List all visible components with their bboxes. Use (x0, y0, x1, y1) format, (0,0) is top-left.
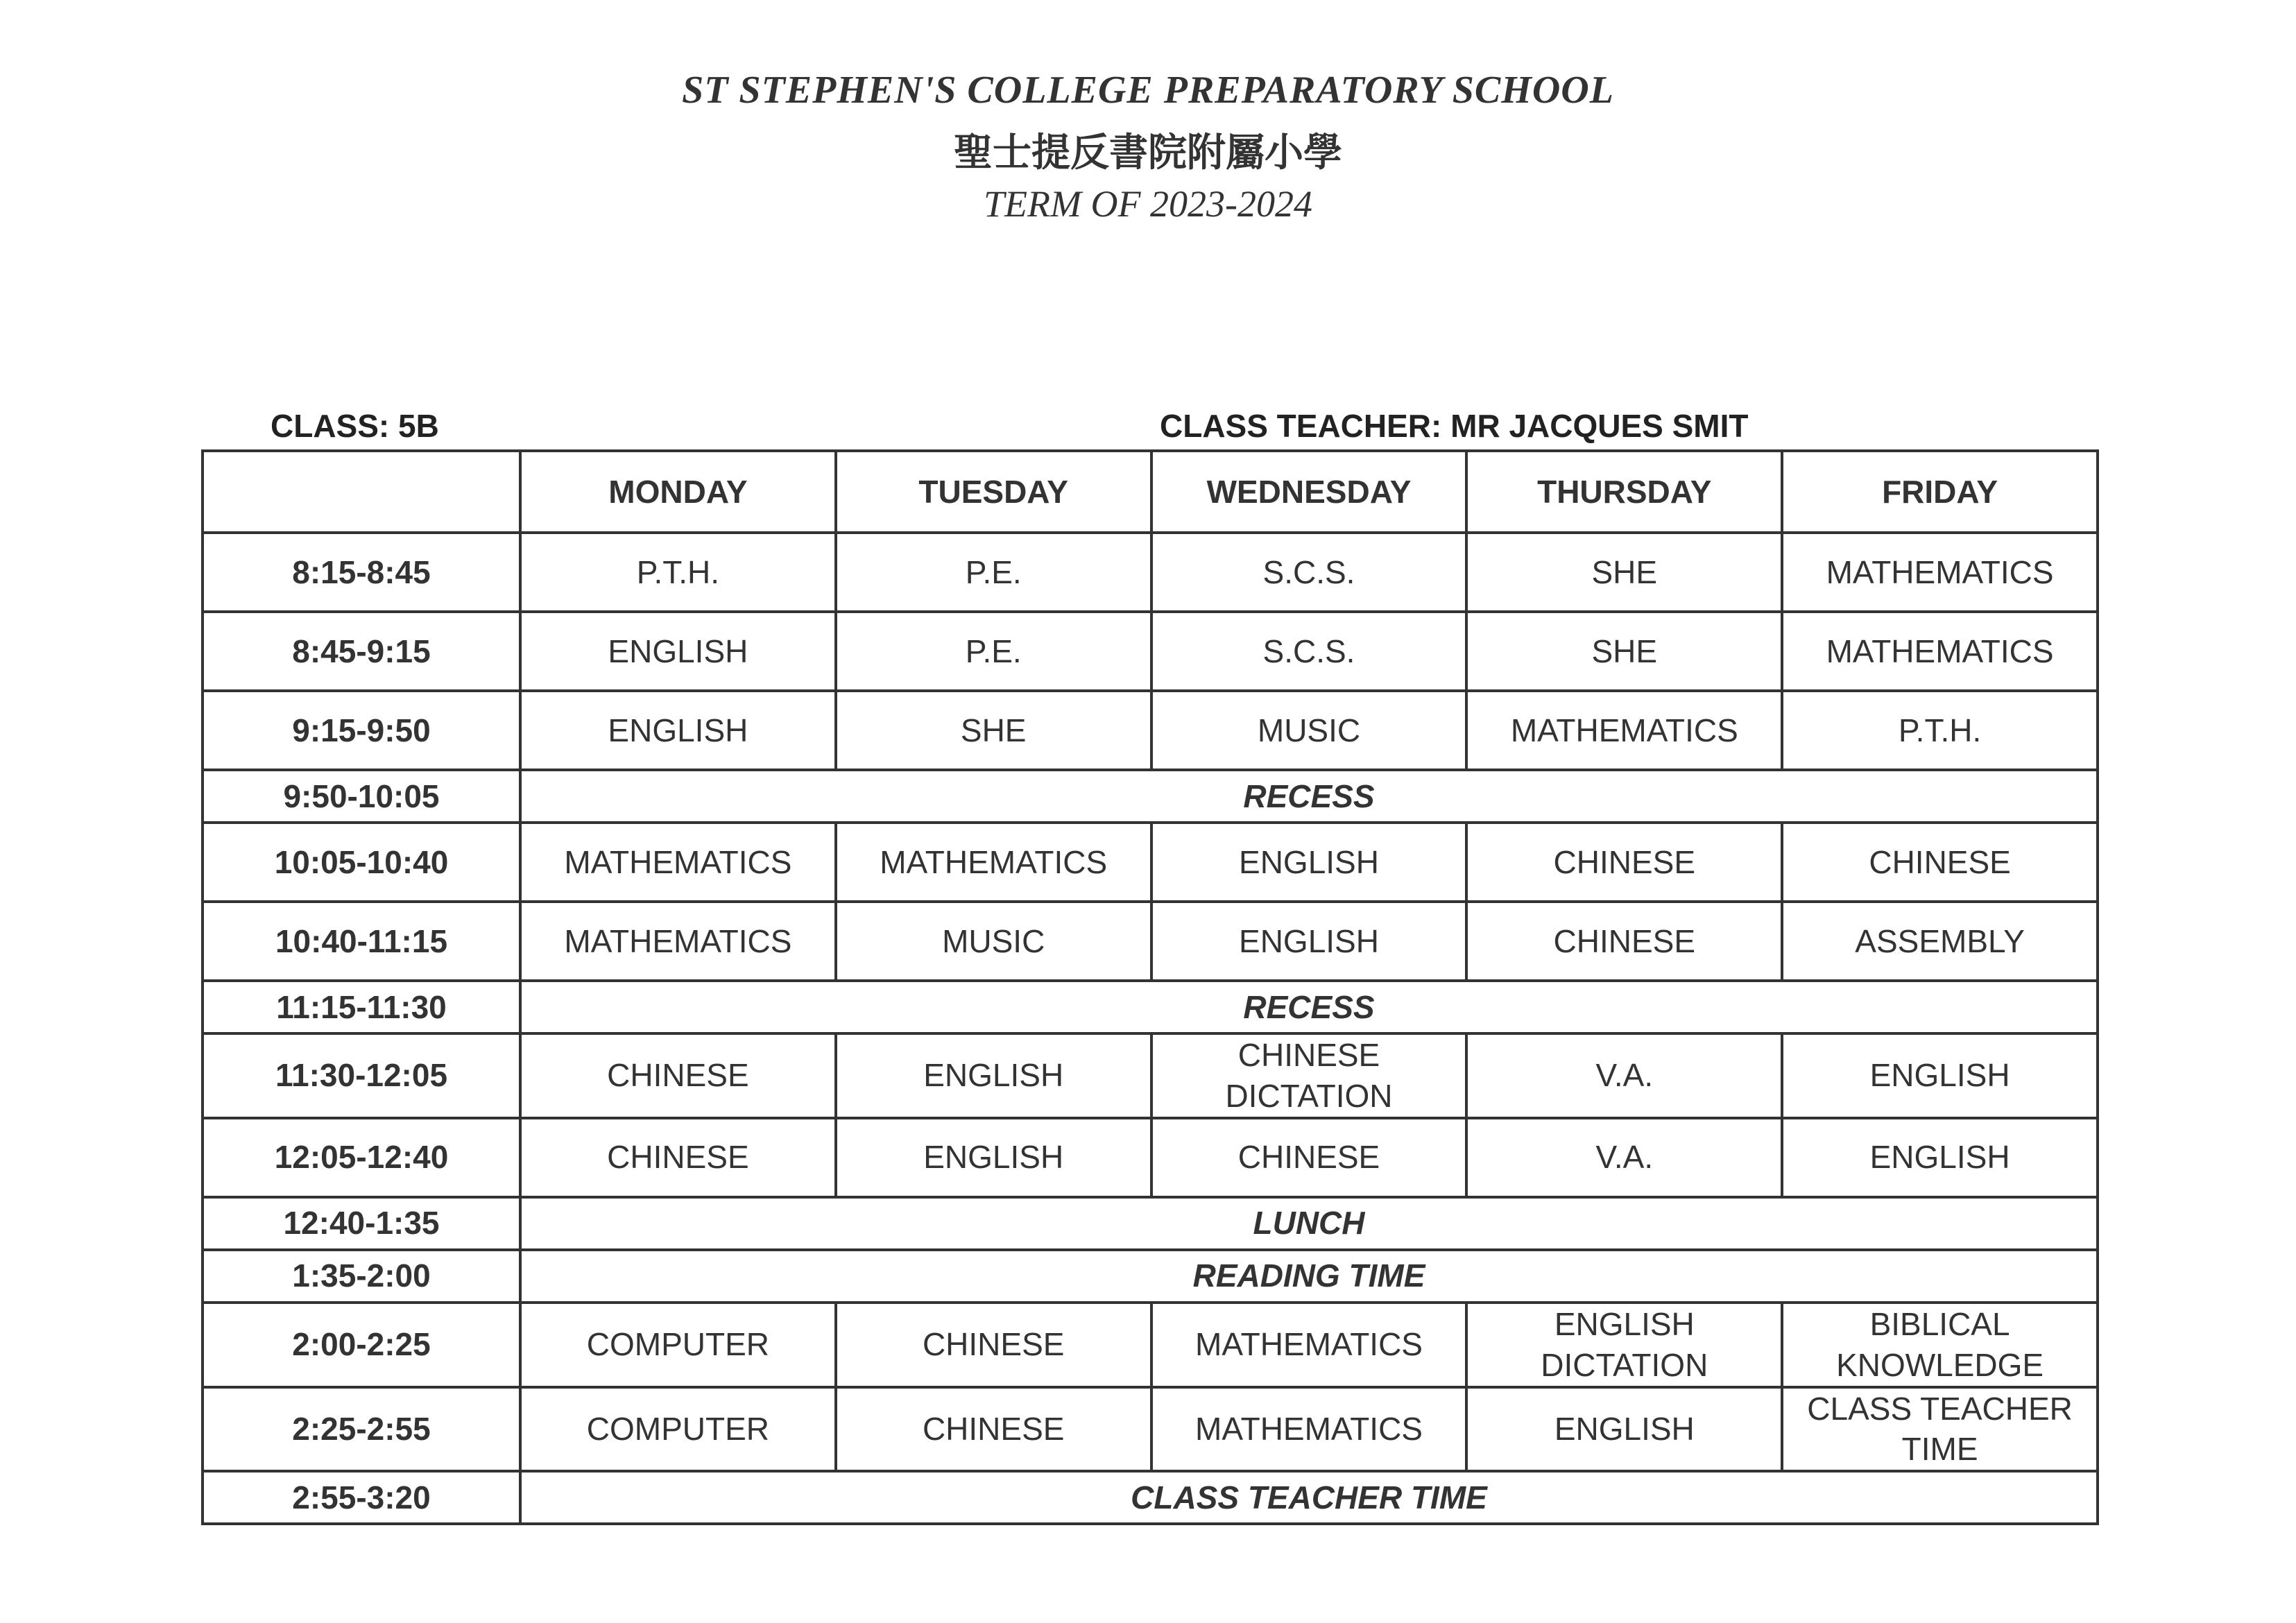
lesson-cell-wednesday: MATHEMATICS (1151, 1303, 1467, 1387)
break-row (203, 1197, 2098, 1250)
time-slot-cell: 12:40-1:35 (203, 1197, 520, 1250)
time-slot-cell: 8:45-9:15 (203, 612, 520, 691)
class-teacher-label: CLASS TEACHER: (1160, 408, 1442, 444)
lesson-row (203, 1387, 2098, 1472)
lesson-cell-tuesday: P.E. (836, 533, 1151, 612)
lesson-cell-monday: COMPUTER (520, 1303, 836, 1387)
lesson-cell-wednesday: MUSIC (1151, 691, 1467, 770)
class-teacher-line (1160, 407, 1749, 445)
lesson-cell-monday: ENGLISH (520, 612, 836, 691)
timetable-body (203, 533, 2098, 1524)
lesson-cell-friday: ASSEMBLY (1782, 902, 2098, 981)
time-slot-cell: 11:15-11:30 (203, 981, 520, 1033)
lesson-row (203, 533, 2098, 612)
time-slot-cell: 10:05-10:40 (203, 823, 520, 902)
day-header-row (203, 451, 2098, 533)
time-slot-cell: 8:15-8:45 (203, 533, 520, 612)
break-row (203, 1250, 2098, 1303)
day-header-monday: MONDAY (520, 451, 836, 533)
lesson-cell-tuesday: MATHEMATICS (836, 823, 1151, 902)
time-slot-cell: 9:50-10:05 (203, 770, 520, 823)
lesson-cell-monday: MATHEMATICS (520, 902, 836, 981)
lesson-cell-tuesday: SHE (836, 691, 1151, 770)
lesson-cell-thursday: V.A. (1466, 1033, 1782, 1118)
break-row (203, 770, 2098, 823)
lesson-cell-friday: MATHEMATICS (1782, 533, 2098, 612)
lesson-row (203, 612, 2098, 691)
lesson-cell-friday: BIBLICAL KNOWLEDGE (1782, 1303, 2098, 1387)
lesson-cell-wednesday: CHINESE DICTATION (1151, 1033, 1467, 1118)
break-row (203, 981, 2098, 1033)
lesson-row (203, 823, 2098, 902)
timetable (201, 449, 2099, 1525)
break-row (203, 1471, 2098, 1524)
lesson-cell-tuesday: MUSIC (836, 902, 1151, 981)
day-header-wednesday: WEDNESDAY (1151, 451, 1467, 533)
break-label: LUNCH (520, 1197, 2098, 1250)
lesson-cell-thursday: SHE (1466, 533, 1782, 612)
lesson-row (203, 1033, 2098, 1118)
lesson-cell-wednesday: S.C.S. (1151, 533, 1467, 612)
lesson-row (203, 1303, 2098, 1387)
school-name: ST STEPHEN'S COLLEGE PREPARATORY SCHOOL (682, 69, 1614, 112)
lesson-cell-friday: CLASS TEACHER TIME (1782, 1387, 2098, 1472)
corner-cell (203, 451, 520, 533)
day-header-thursday: THURSDAY (1466, 451, 1782, 533)
day-header-tuesday: TUESDAY (836, 451, 1151, 533)
lesson-cell-wednesday: ENGLISH (1151, 902, 1467, 981)
school-name-chinese: 聖士提反書院附屬小學 (954, 130, 1342, 175)
break-label: CLASS TEACHER TIME (520, 1471, 2098, 1524)
lesson-cell-tuesday: ENGLISH (836, 1033, 1151, 1118)
class-label: CLASS: 5B (271, 408, 439, 444)
time-slot-cell: 12:05-12:40 (203, 1118, 520, 1197)
time-slot-cell: 11:30-12:05 (203, 1033, 520, 1118)
lesson-cell-wednesday: MATHEMATICS (1151, 1387, 1467, 1472)
lesson-cell-tuesday: P.E. (836, 612, 1151, 691)
lesson-cell-thursday: MATHEMATICS (1466, 691, 1782, 770)
lesson-cell-tuesday: CHINESE (836, 1303, 1151, 1387)
break-label: RECESS (520, 770, 2098, 823)
time-slot-cell: 2:00-2:25 (203, 1303, 520, 1387)
lesson-cell-thursday: ENGLISH DICTATION (1466, 1303, 1782, 1387)
time-slot-cell: 9:15-9:50 (203, 691, 520, 770)
lesson-row (203, 902, 2098, 981)
day-header-friday: FRIDAY (1782, 451, 2098, 533)
lesson-cell-monday: COMPUTER (520, 1387, 836, 1472)
lesson-cell-monday: MATHEMATICS (520, 823, 836, 902)
time-slot-cell: 2:55-3:20 (203, 1471, 520, 1524)
lesson-cell-wednesday: CHINESE (1151, 1118, 1467, 1197)
lesson-cell-thursday: SHE (1466, 612, 1782, 691)
lesson-cell-wednesday: S.C.S. (1151, 612, 1467, 691)
time-slot-cell: 2:25-2:55 (203, 1387, 520, 1472)
lesson-cell-friday: P.T.H. (1782, 691, 2098, 770)
lesson-cell-friday: ENGLISH (1782, 1033, 2098, 1118)
lesson-cell-monday: P.T.H. (520, 533, 836, 612)
lesson-cell-thursday: CHINESE (1466, 823, 1782, 902)
class-teacher-name: MR JACQUES SMIT (1450, 408, 1749, 444)
lesson-cell-wednesday: ENGLISH (1151, 823, 1467, 902)
time-slot-cell: 10:40-11:15 (203, 902, 520, 981)
break-label: READING TIME (520, 1250, 2098, 1303)
lesson-cell-tuesday: ENGLISH (836, 1118, 1151, 1197)
lesson-cell-tuesday: CHINESE (836, 1387, 1151, 1472)
lesson-cell-monday: ENGLISH (520, 691, 836, 770)
term-title: TERM OF 2023-2024 (984, 183, 1312, 225)
lesson-row (203, 691, 2098, 770)
lesson-cell-monday: CHINESE (520, 1033, 836, 1118)
lesson-cell-thursday: CHINESE (1466, 902, 1782, 981)
break-label: RECESS (520, 981, 2098, 1033)
time-slot-cell: 1:35-2:00 (203, 1250, 520, 1303)
lesson-cell-friday: ENGLISH (1782, 1118, 2098, 1197)
lesson-cell-thursday: ENGLISH (1466, 1387, 1782, 1472)
document-header (0, 66, 2296, 227)
lesson-cell-friday: MATHEMATICS (1782, 612, 2098, 691)
lesson-cell-friday: CHINESE (1782, 823, 2098, 902)
lesson-cell-thursday: V.A. (1466, 1118, 1782, 1197)
lesson-row (203, 1118, 2098, 1197)
lesson-cell-monday: CHINESE (520, 1118, 836, 1197)
